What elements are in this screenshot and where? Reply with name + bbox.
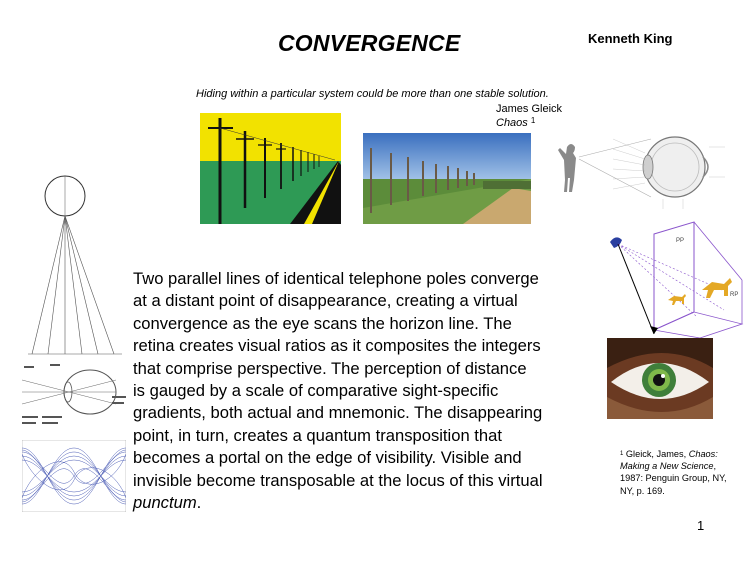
- visual-cone-diagram: [18, 172, 128, 360]
- epigraph-quote: Hiding within a particular system could be more than one stable solution.: [196, 88, 549, 100]
- eye-anatomy-diagram: [553, 127, 728, 219]
- body-line: convergence as the eye scans the horizon line. The: [133, 313, 512, 333]
- footnote-author: Gleick, James,: [623, 449, 689, 459]
- author-name: Kenneth King: [588, 31, 673, 46]
- footnote-marker: 1: [530, 116, 536, 125]
- eye-closeup-photo: [607, 338, 713, 419]
- perspective-projection-diagram: [604, 220, 744, 338]
- body-line-last: [133, 492, 603, 514]
- attribution-book: [496, 117, 535, 129]
- punctum-word: punctum: [133, 493, 197, 513]
- body-line: that comprise perspective. The perception of distance: [133, 358, 527, 378]
- footnote: [620, 448, 732, 497]
- rp-label: RP: [730, 292, 739, 298]
- body-paragraph: [133, 268, 603, 514]
- body-line: retina creates visual ratios as it composites the integers: [133, 336, 541, 356]
- attribution-book-title: Chaos: [496, 117, 528, 129]
- page-number: 1: [697, 518, 705, 533]
- eye-ray-diagram: [20, 360, 130, 432]
- body-line: is gauged by a scale of comparative sight-specific: [133, 381, 499, 401]
- body-line: Two parallel lines of identical telephone poles converge: [133, 269, 539, 288]
- body-line: point, in turn, creates a quantum transposition that: [133, 425, 502, 445]
- body-line: invisible become transposable at the locus of this virtual: [133, 470, 543, 490]
- body-line: becomes a portal on the edge of visibility. Visible and: [133, 448, 522, 468]
- footnote-number: 1: [620, 451, 624, 457]
- wave-pattern-plot: [22, 440, 126, 512]
- body-line: at a distant point of disappearance, creating a virtual: [133, 291, 518, 311]
- pp-label: PP: [676, 238, 685, 244]
- body-line: gradients, both actual and mnemonic. The disappearing: [133, 403, 543, 423]
- footnote-title: Chaos: Making a New Science: [620, 449, 718, 472]
- page-title: CONVERGENCE: [278, 30, 461, 56]
- footnote-publication: , 1987: Penguin Group, NY, NY, p. 169.: [620, 461, 727, 496]
- telephone-poles-photo: [363, 133, 531, 224]
- telephone-poles-illustration: [200, 113, 341, 224]
- final-period: .: [196, 493, 202, 513]
- attribution-name: James Gleick: [496, 103, 563, 115]
